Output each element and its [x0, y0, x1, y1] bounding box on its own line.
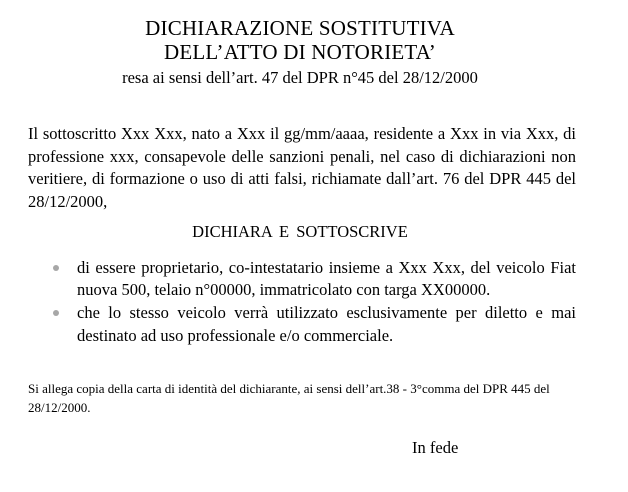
document-title-line-1: DICHIARAZIONE SOSTITUTIVA — [145, 16, 455, 40]
bullet-icon — [53, 310, 59, 316]
attachment-note: Si allega copia della carta di identità del dichiarante, ai sensi dell’art.38 - 3°comma del DPR 445 del 28/12/2000. — [28, 381, 550, 415]
declaration-item-text: di essere proprietario, co-intestatario insieme a Xxx Xxx, del veicolo Fiat nuova 500, telaio n°00000, immatricolato con targa XX00000. — [77, 258, 576, 300]
declaration-item-text: che lo stesso veicolo verrà utilizzato esclusivamente per diletto e mai destinato ad uso professionale e/o commerciale. — [77, 303, 576, 345]
document-subtitle: resa ai sensi dell’art. 47 del DPR n°45 del 28/12/2000 — [122, 68, 478, 87]
intro-paragraph: Il sottoscritto Xxx Xxx, nato a Xxx il gg/mm/aaaa, residente a Xxx in via Xxx, di professione xxx, consapevole delle sanzioni penali, nel caso di dichiarazioni non veritiere, di formazione o uso di atti falsi, richiamate dall’art. 76 del DPR 445 del 28/12/2000, — [28, 124, 576, 212]
bullet-icon — [53, 265, 59, 271]
document-title-line-2: DELL’ATTO DI NOTORIETA’ — [163, 40, 436, 64]
declaration-item-ownership — [52, 257, 576, 301]
declaration-item-usage — [52, 302, 576, 346]
closing-signature: In fede — [412, 438, 459, 457]
declaration-heading: DICHIARA E SOTTOSCRIVE — [192, 222, 408, 241]
declaration-list — [52, 257, 576, 347]
